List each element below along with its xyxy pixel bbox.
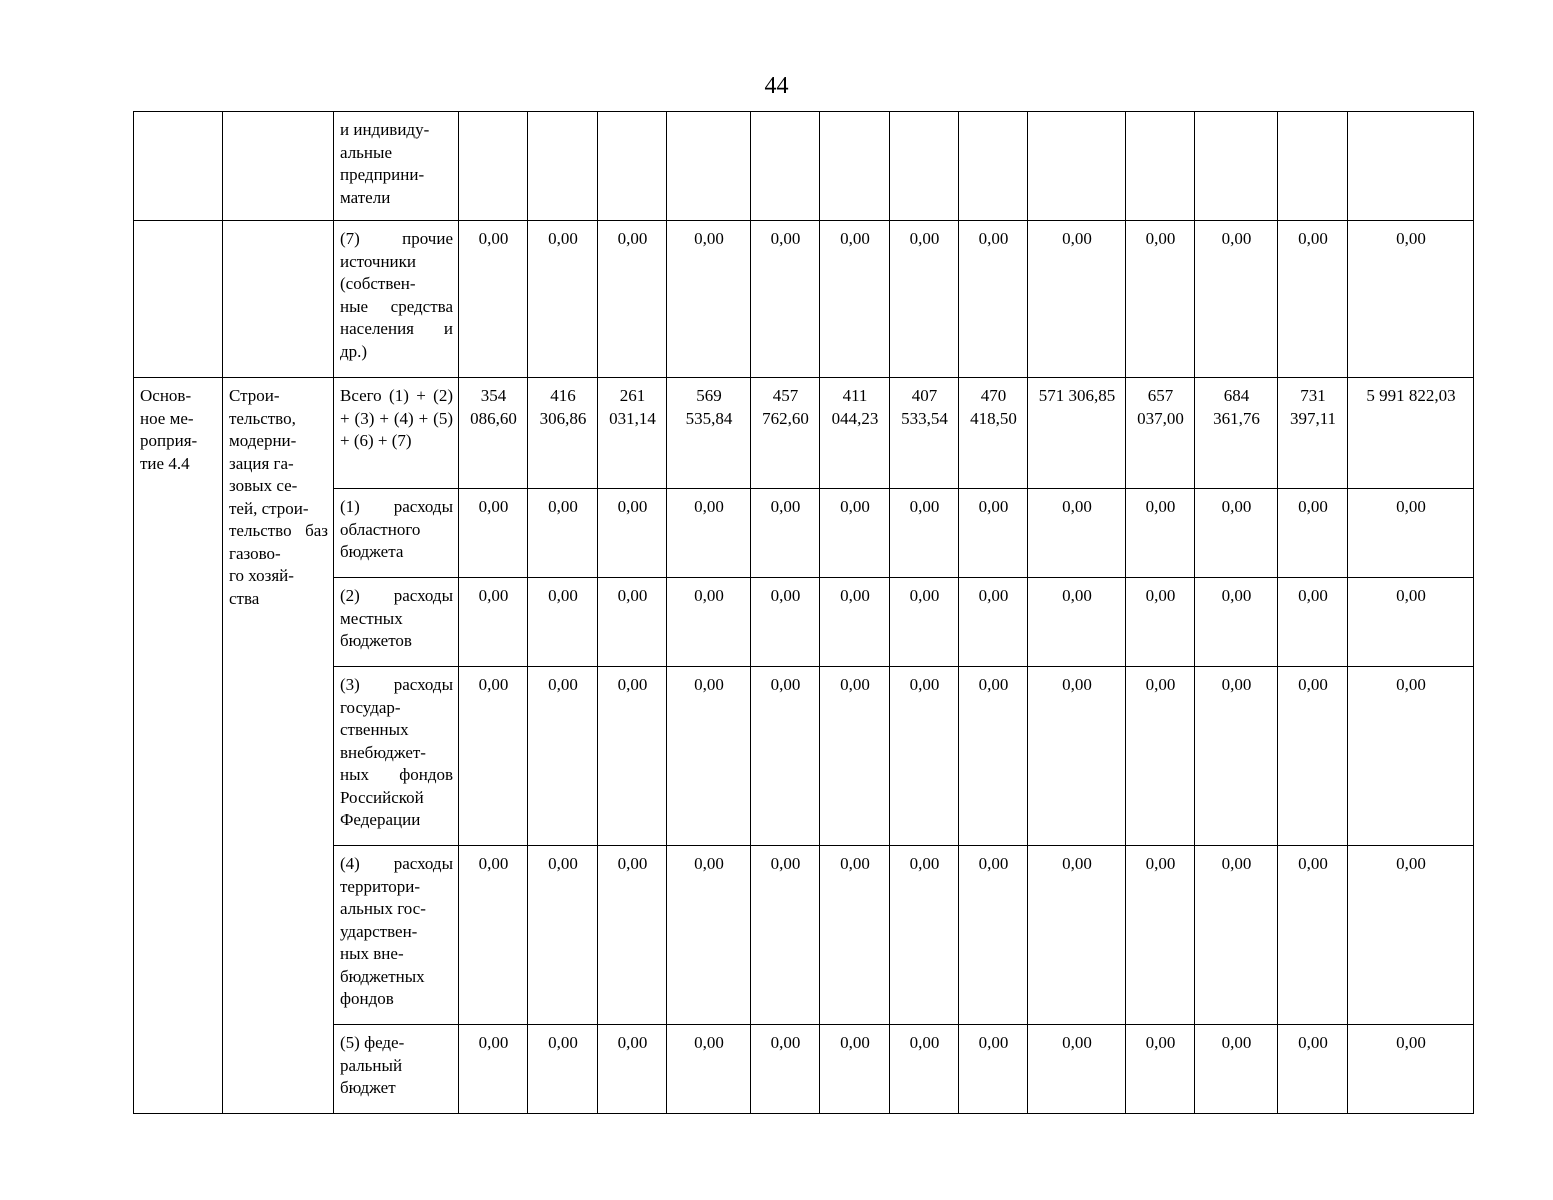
value-cell: 0,00 <box>1195 1025 1278 1114</box>
funding-source-cell: (7) прочие источники (собствен- ные средства населения и др.) <box>334 221 459 378</box>
value-cell <box>667 112 751 221</box>
table-row <box>134 846 1474 1025</box>
value-cell <box>959 112 1028 221</box>
activity-code-cell-empty <box>134 221 223 378</box>
value-cell: 0,00 <box>959 846 1028 1025</box>
funding-source-cell: и индивиду- альные предприни- матели <box>334 112 459 221</box>
value-cell: 0,00 <box>820 221 890 378</box>
value-cell: 0,00 <box>1126 489 1195 578</box>
value-cell: 0,00 <box>667 578 751 667</box>
value-cell: 0,00 <box>1195 667 1278 846</box>
value-cell: 0,00 <box>820 489 890 578</box>
value-cell: 0,00 <box>1195 578 1278 667</box>
table-row <box>134 378 1474 489</box>
value-cell <box>1348 112 1474 221</box>
funding-source-cell: (3) расходы государ- ственных внебюджет- ных фондов Российской Федерации <box>334 667 459 846</box>
value-cell: 0,00 <box>528 489 598 578</box>
value-cell: 0,00 <box>1028 221 1126 378</box>
value-cell: 0,00 <box>751 1025 820 1114</box>
value-cell: 0,00 <box>667 489 751 578</box>
value-cell: 0,00 <box>820 1025 890 1114</box>
value-cell: 731 397,11 <box>1278 378 1348 489</box>
value-cell: 0,00 <box>1126 1025 1195 1114</box>
value-cell: 0,00 <box>890 578 959 667</box>
value-cell: 0,00 <box>890 1025 959 1114</box>
funding-source-cell: Всего (1) + (2) + (3) + (4) + (5) + (6) + (7) <box>334 378 459 489</box>
value-cell: 0,00 <box>751 221 820 378</box>
activity-code-cell-empty <box>134 112 223 221</box>
funding-source-cell: (4) расходы территори- альных гос- ударствен- ных вне- бюджетных фондов <box>334 846 459 1025</box>
value-cell: 0,00 <box>528 1025 598 1114</box>
value-cell: 657 037,00 <box>1126 378 1195 489</box>
table-row <box>134 112 1474 221</box>
value-cell: 0,00 <box>459 846 528 1025</box>
funding-source-cell: (5) феде- ральный бюджет <box>334 1025 459 1114</box>
value-cell: 0,00 <box>1348 578 1474 667</box>
value-cell: 0,00 <box>1195 846 1278 1025</box>
value-cell: 0,00 <box>1195 489 1278 578</box>
value-cell: 0,00 <box>667 846 751 1025</box>
value-cell: 416 306,86 <box>528 378 598 489</box>
value-cell: 0,00 <box>959 578 1028 667</box>
value-cell: 411 044,23 <box>820 378 890 489</box>
value-cell: 0,00 <box>890 667 959 846</box>
value-cell: 0,00 <box>1348 221 1474 378</box>
value-cell: 0,00 <box>459 667 528 846</box>
value-cell: 0,00 <box>1278 1025 1348 1114</box>
value-cell: 0,00 <box>1028 667 1126 846</box>
value-cell: 0,00 <box>1028 1025 1126 1114</box>
value-cell: 0,00 <box>890 846 959 1025</box>
value-cell: 261 031,14 <box>598 378 667 489</box>
value-cell: 0,00 <box>1195 221 1278 378</box>
value-cell: 5 991 822,03 <box>1348 378 1474 489</box>
value-cell: 0,00 <box>459 221 528 378</box>
value-cell: 571 306,85 <box>1028 378 1126 489</box>
value-cell: 0,00 <box>1348 489 1474 578</box>
table-row <box>134 221 1474 378</box>
value-cell <box>820 112 890 221</box>
table-row <box>134 1025 1474 1114</box>
value-cell <box>459 112 528 221</box>
funding-source-cell: (2) расходы местных бюджетов <box>334 578 459 667</box>
value-cell: 0,00 <box>598 221 667 378</box>
value-cell: 0,00 <box>667 221 751 378</box>
value-cell: 0,00 <box>598 578 667 667</box>
value-cell: 0,00 <box>959 667 1028 846</box>
value-cell: 0,00 <box>1278 489 1348 578</box>
value-cell: 0,00 <box>820 846 890 1025</box>
value-cell: 0,00 <box>890 221 959 378</box>
value-cell: 0,00 <box>1278 578 1348 667</box>
value-cell: 0,00 <box>751 667 820 846</box>
value-cell: 0,00 <box>1348 667 1474 846</box>
value-cell: 0,00 <box>1278 846 1348 1025</box>
activity-name-cell: Строи- тельство, модерни- зация га- зовых се- тей, строи- тельство баз газово- го хозяй- ства <box>223 378 334 1114</box>
value-cell: 0,00 <box>667 1025 751 1114</box>
value-cell: 0,00 <box>1348 846 1474 1025</box>
table-row <box>134 667 1474 846</box>
value-cell: 0,00 <box>1126 578 1195 667</box>
value-cell: 354 086,60 <box>459 378 528 489</box>
funding-source-cell: (1) расходы областного бюджета <box>334 489 459 578</box>
value-cell: 0,00 <box>751 846 820 1025</box>
value-cell: 0,00 <box>528 846 598 1025</box>
activity-code-cell: Основ- ное ме- роприя- тие 4.4 <box>134 378 223 1114</box>
value-cell: 0,00 <box>751 489 820 578</box>
activity-name-cell-empty <box>223 221 334 378</box>
value-cell: 0,00 <box>751 578 820 667</box>
value-cell <box>1028 112 1126 221</box>
value-cell <box>598 112 667 221</box>
activity-name-cell-empty <box>223 112 334 221</box>
value-cell: 470 418,50 <box>959 378 1028 489</box>
value-cell: 0,00 <box>528 578 598 667</box>
value-cell <box>751 112 820 221</box>
table-row <box>134 489 1474 578</box>
value-cell: 0,00 <box>459 489 528 578</box>
value-cell: 457 762,60 <box>751 378 820 489</box>
value-cell <box>890 112 959 221</box>
value-cell: 0,00 <box>959 1025 1028 1114</box>
value-cell: 569 535,84 <box>667 378 751 489</box>
value-cell: 0,00 <box>667 667 751 846</box>
value-cell: 0,00 <box>459 578 528 667</box>
value-cell: 684 361,76 <box>1195 378 1278 489</box>
value-cell: 0,00 <box>598 667 667 846</box>
value-cell: 0,00 <box>598 846 667 1025</box>
value-cell: 0,00 <box>1348 1025 1474 1114</box>
funding-table <box>133 111 1474 1114</box>
value-cell: 0,00 <box>820 578 890 667</box>
table-row <box>134 578 1474 667</box>
value-cell: 0,00 <box>1028 489 1126 578</box>
value-cell <box>528 112 598 221</box>
value-cell: 407 533,54 <box>890 378 959 489</box>
page-number: 44 <box>764 73 789 99</box>
value-cell: 0,00 <box>1028 578 1126 667</box>
value-cell: 0,00 <box>890 489 959 578</box>
value-cell: 0,00 <box>820 667 890 846</box>
value-cell: 0,00 <box>528 667 598 846</box>
value-cell: 0,00 <box>1278 667 1348 846</box>
value-cell: 0,00 <box>959 221 1028 378</box>
value-cell <box>1126 112 1195 221</box>
value-cell <box>1278 112 1348 221</box>
value-cell: 0,00 <box>598 1025 667 1114</box>
value-cell: 0,00 <box>459 1025 528 1114</box>
value-cell <box>1195 112 1278 221</box>
value-cell: 0,00 <box>598 489 667 578</box>
value-cell: 0,00 <box>528 221 598 378</box>
value-cell: 0,00 <box>1126 846 1195 1025</box>
value-cell: 0,00 <box>1126 221 1195 378</box>
value-cell: 0,00 <box>1278 221 1348 378</box>
value-cell: 0,00 <box>1028 846 1126 1025</box>
value-cell: 0,00 <box>959 489 1028 578</box>
value-cell: 0,00 <box>1126 667 1195 846</box>
